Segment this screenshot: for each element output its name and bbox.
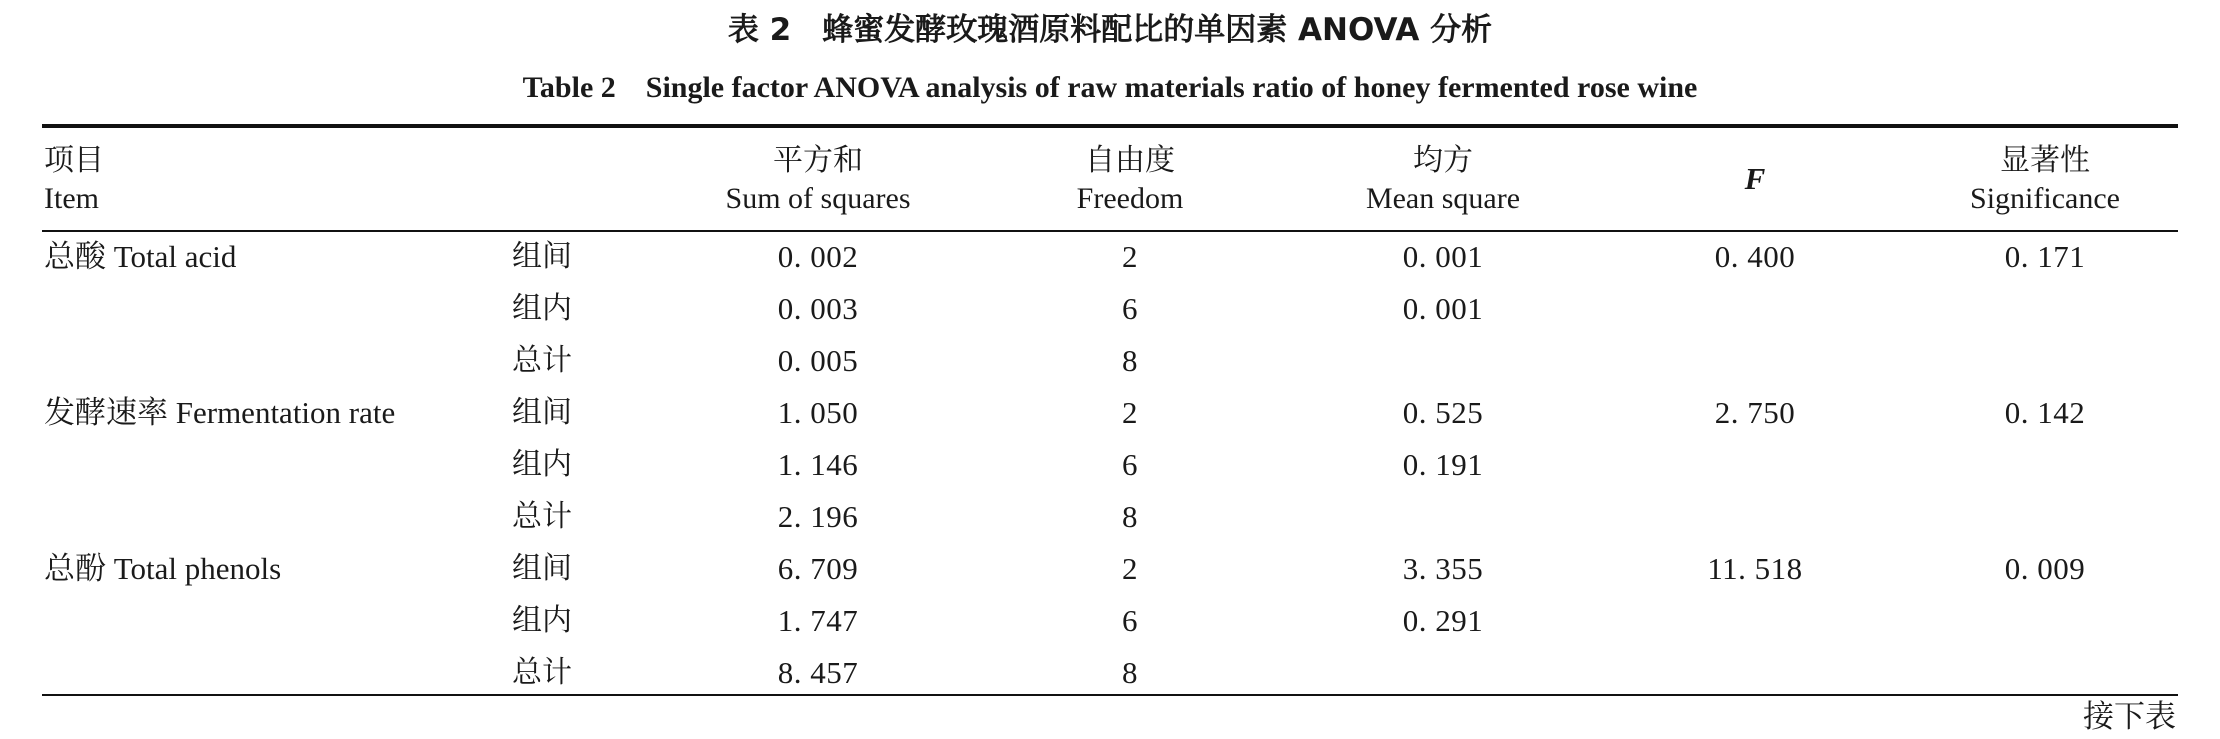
header-sig-en: Significance xyxy=(1970,182,2120,215)
cell-sig: 0. 142 xyxy=(2004,395,2086,430)
cell-ms: 0. 291 xyxy=(1402,603,1484,638)
sub-label: 组内 xyxy=(512,291,572,326)
item-label-total-phenols: 总酚 Total phenols xyxy=(44,551,282,586)
cell-df: 8 xyxy=(1122,655,1138,690)
cell-ms: 0. 191 xyxy=(1402,447,1484,482)
sub-label: 组间 xyxy=(512,395,572,430)
table-top-rule xyxy=(42,124,2178,128)
item-label-fermentation-rate: 发酵速率 Fermentation rate xyxy=(44,395,396,430)
cell-ms: 0. 525 xyxy=(1402,395,1484,430)
header-df-cn: 自由度 xyxy=(1085,143,1175,178)
cell-ss: 0. 003 xyxy=(777,291,859,326)
cell-f: 0. 400 xyxy=(1714,239,1796,274)
header-item-en: Item xyxy=(44,182,99,215)
cell-ss: 0. 002 xyxy=(777,239,859,274)
sub-label: 组内 xyxy=(512,603,572,638)
sub-label: 总计 xyxy=(512,655,572,690)
continued-note: 接下表 xyxy=(2083,699,2176,735)
table-title-cn: 表 2 蜂蜜发酵玫瑰酒原料配比的单因素 ANOVA 分析 xyxy=(727,12,1493,48)
cell-ms: 0. 001 xyxy=(1402,239,1484,274)
cell-ss: 8. 457 xyxy=(777,655,859,690)
cell-df: 2 xyxy=(1122,395,1138,430)
cell-df: 8 xyxy=(1122,499,1138,534)
sub-label: 组间 xyxy=(512,239,572,274)
table-title-en: Table 2 Single factor ANOVA analysis of raw materials ratio of honey fermented rose wine xyxy=(522,71,1698,104)
table-header-rule xyxy=(42,230,2178,232)
sub-label: 组间 xyxy=(512,551,572,586)
header-sig-cn: 显著性 xyxy=(2000,143,2090,178)
cell-ss: 1. 050 xyxy=(777,395,859,430)
cell-ms: 3. 355 xyxy=(1402,551,1484,586)
cell-sig: 0. 009 xyxy=(2004,551,2086,586)
cell-ss: 6. 709 xyxy=(777,551,859,586)
header-ms-cn: 均方 xyxy=(1413,143,1473,178)
table-bottom-rule xyxy=(42,694,2178,696)
header-ss-cn: 平方和 xyxy=(773,143,863,178)
header-ss-en: Sum of squares xyxy=(725,182,911,215)
sub-label: 总计 xyxy=(512,499,572,534)
sub-label: 总计 xyxy=(512,343,572,378)
cell-ms: 0. 001 xyxy=(1402,291,1484,326)
header-ms-en: Mean square xyxy=(1365,182,1521,215)
header-item-cn: 项目 xyxy=(44,143,104,178)
cell-sig: 0. 171 xyxy=(2004,239,2086,274)
cell-f: 2. 750 xyxy=(1714,395,1796,430)
cell-df: 6 xyxy=(1122,291,1138,326)
cell-df: 6 xyxy=(1122,447,1138,482)
cell-f: 11. 518 xyxy=(1707,551,1803,586)
cell-ss: 1. 146 xyxy=(777,447,859,482)
item-label-total-acid: 总酸 Total acid xyxy=(44,239,237,274)
cell-ss: 1. 747 xyxy=(777,603,859,638)
sub-label: 组内 xyxy=(512,447,572,482)
header-f: F xyxy=(1744,161,1766,196)
cell-df: 8 xyxy=(1122,343,1138,378)
header-df-en: Freedom xyxy=(1076,182,1184,215)
cell-df: 2 xyxy=(1122,239,1138,274)
cell-ss: 2. 196 xyxy=(777,499,859,534)
cell-df: 2 xyxy=(1122,551,1138,586)
cell-ss: 0. 005 xyxy=(777,343,859,378)
cell-df: 6 xyxy=(1122,603,1138,638)
